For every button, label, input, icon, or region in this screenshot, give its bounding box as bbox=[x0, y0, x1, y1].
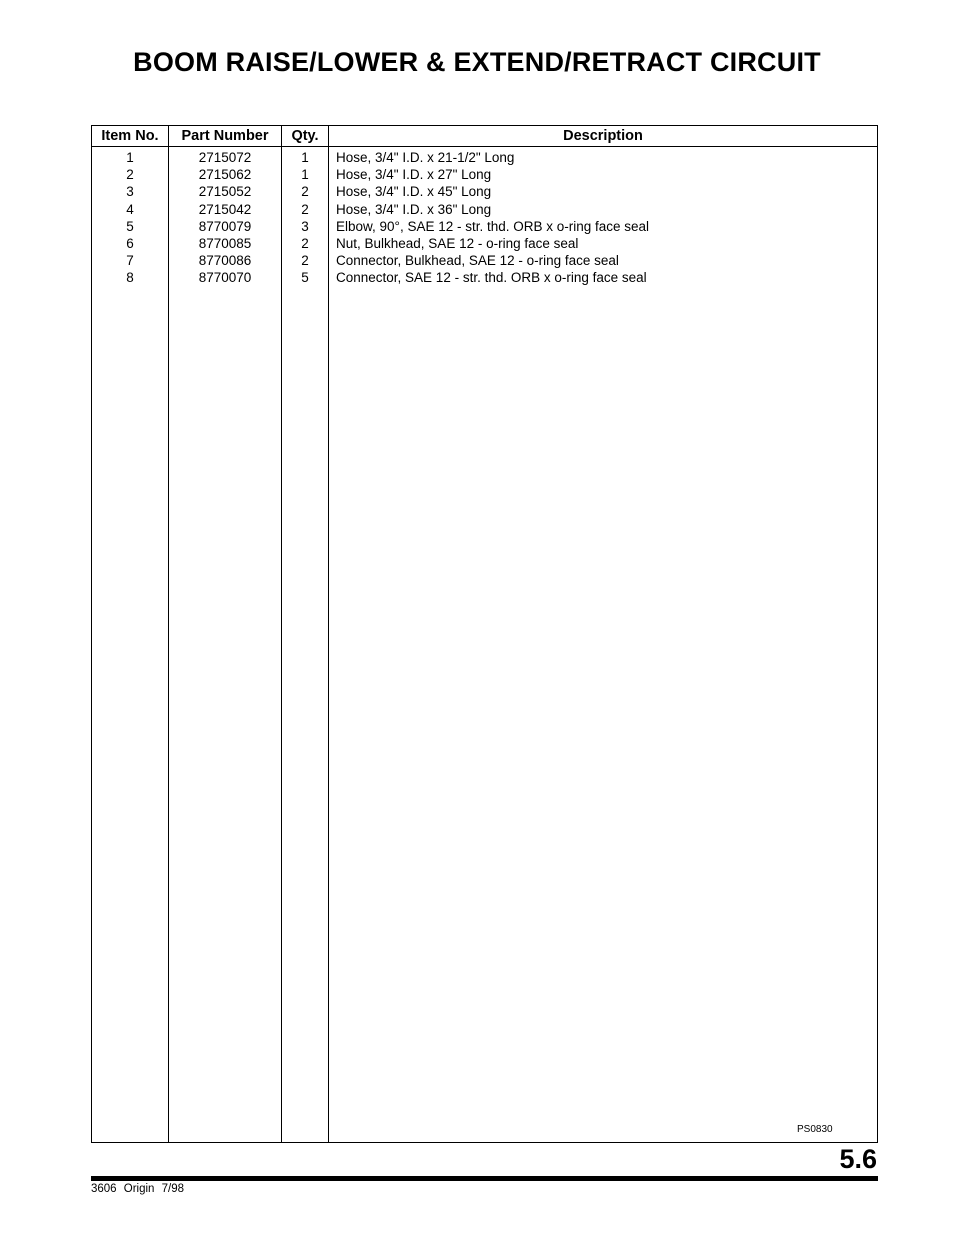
description-cell: Hose, 3/4" I.D. x 27" Long bbox=[336, 167, 492, 183]
item-no-cell: 2 bbox=[126, 167, 134, 183]
table-row bbox=[92, 166, 877, 183]
table-row bbox=[92, 183, 877, 200]
table-row bbox=[92, 201, 877, 218]
part-number-cell: 2715042 bbox=[198, 201, 252, 217]
part-number-cell: 8770079 bbox=[198, 218, 252, 234]
part-number-cell: 8770070 bbox=[198, 270, 252, 286]
qty-cell: 2 bbox=[301, 184, 309, 200]
table-row bbox=[92, 235, 877, 252]
item-no-cell: 5 bbox=[126, 218, 134, 234]
description-cell: Connector, Bulkhead, SAE 12 - o-ring face seal bbox=[336, 253, 619, 269]
table-body bbox=[92, 149, 877, 287]
item-no-cell: 7 bbox=[126, 253, 134, 269]
item-no-cell: 6 bbox=[126, 235, 134, 251]
header-description: Description bbox=[563, 128, 643, 144]
part-number-cell: 2715052 bbox=[198, 184, 252, 200]
description-cell: Hose, 3/4" I.D. x 45" Long bbox=[336, 184, 492, 200]
qty-cell: 2 bbox=[301, 201, 309, 217]
part-number-cell: 8770086 bbox=[198, 253, 252, 269]
part-number-cell: 2715072 bbox=[198, 150, 252, 165]
section-number: 5.6 bbox=[839, 1144, 877, 1174]
header-qty: Qty. bbox=[291, 128, 319, 144]
description-cell: Nut, Bulkhead, SAE 12 - o-ring face seal bbox=[336, 235, 579, 251]
part-number-cell: 8770085 bbox=[198, 235, 252, 251]
figure-reference: PS0830 bbox=[797, 1124, 833, 1135]
item-no-cell: 3 bbox=[126, 184, 134, 200]
qty-cell: 1 bbox=[301, 167, 309, 183]
item-no-cell: 4 bbox=[126, 201, 134, 217]
table-row bbox=[92, 218, 877, 235]
footer-text: 3606 Origin 7/98 bbox=[91, 1183, 185, 1195]
qty-cell: 1 bbox=[301, 150, 309, 165]
header-divider bbox=[92, 146, 877, 147]
parts-table bbox=[91, 125, 878, 1143]
qty-cell: 3 bbox=[301, 218, 309, 234]
qty-cell: 2 bbox=[301, 235, 309, 251]
part-number-cell: 2715062 bbox=[198, 167, 252, 183]
description-cell: Hose, 3/4" I.D. x 36" Long bbox=[336, 201, 492, 217]
header-item-no: Item No. bbox=[101, 128, 159, 144]
qty-cell: 2 bbox=[301, 253, 309, 269]
table-row bbox=[92, 269, 877, 286]
description-cell: Connector, SAE 12 - str. thd. ORB x o-ring face seal bbox=[336, 270, 647, 286]
table-row bbox=[92, 149, 877, 166]
page-title: BOOM RAISE/LOWER & EXTEND/RETRACT CIRCUIT bbox=[133, 47, 821, 77]
table-row bbox=[92, 252, 877, 269]
header-part-number: Part Number bbox=[181, 128, 269, 144]
footer-rule bbox=[91, 1176, 878, 1181]
description-cell: Elbow, 90°, SAE 12 - str. thd. ORB x o-ring face seal bbox=[336, 218, 650, 234]
item-no-cell: 1 bbox=[126, 150, 134, 165]
description-cell: Hose, 3/4" I.D. x 21-1/2" Long bbox=[336, 150, 515, 165]
qty-cell: 5 bbox=[301, 270, 309, 286]
item-no-cell: 8 bbox=[126, 270, 134, 286]
